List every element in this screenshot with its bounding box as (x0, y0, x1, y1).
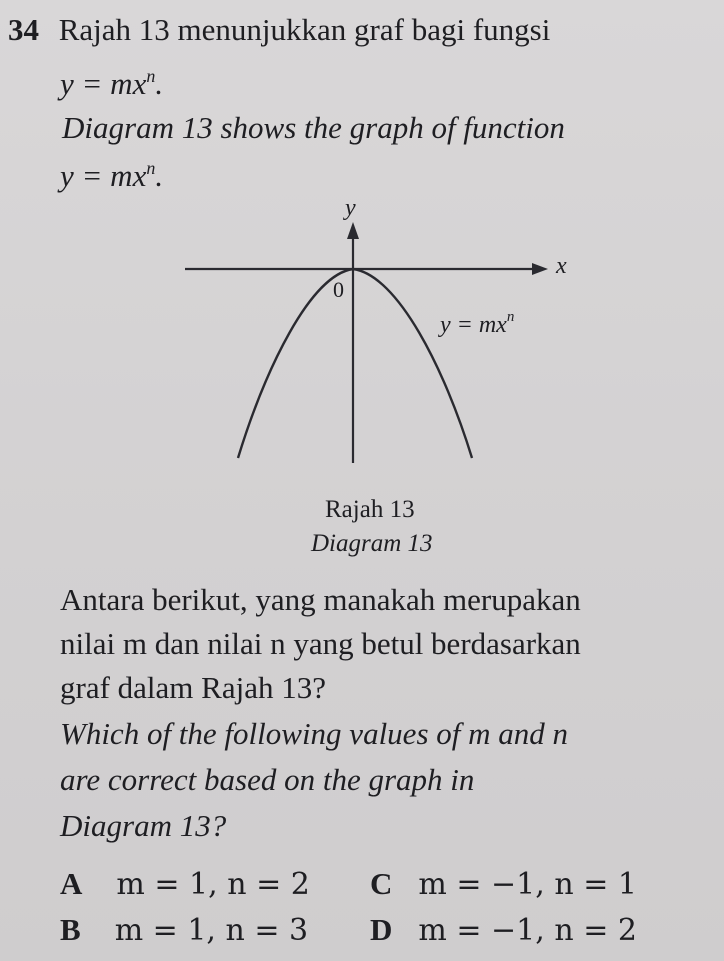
y-axis-arrow-icon (347, 222, 359, 239)
option-letter: C (370, 866, 393, 901)
option-a[interactable] (60, 866, 310, 902)
question-text-english: Diagram 13 shows the graph of function (62, 110, 565, 145)
x-axis-arrow-icon (532, 263, 548, 275)
curve-label: $y = mx^n$ (440, 309, 515, 338)
function-formula-malay: $y = mx^n$. (60, 66, 164, 101)
option-value: m = −1, n = 2 (418, 913, 637, 948)
prompt-malay-line-1: Antara berikut, yang manakah merupakan (60, 582, 581, 617)
x-axis-label: x (556, 253, 567, 279)
option-c[interactable] (370, 866, 637, 902)
prompt-malay-line-2: nilai m dan nilai n yang betul berdasarkan (60, 626, 581, 661)
option-value: m = −1, n = 1 (418, 867, 637, 902)
function-graph (0, 0, 724, 480)
caption-english: Diagram 13 (311, 530, 433, 557)
parabola-curve (238, 269, 472, 458)
option-d[interactable] (370, 912, 637, 948)
option-letter: D (370, 912, 393, 947)
option-value: m = 1, n = 3 (114, 913, 309, 948)
prompt-malay-line-3: graf dalam Rajah 13? (60, 670, 326, 705)
option-value: m = 1, n = 2 (116, 867, 310, 902)
prompt-english-line-3: Diagram 13? (60, 808, 227, 843)
question-number: 34 (8, 12, 39, 47)
caption-malay: Rajah 13 (325, 496, 415, 523)
question-text-malay: Rajah 13 menunjukkan graf bagi fungsi (58, 12, 551, 47)
function-formula-english: $y = mx^n$. (60, 158, 164, 193)
origin-label: 0 (333, 277, 344, 302)
y-axis-label: y (345, 195, 356, 221)
prompt-english-line-1: Which of the following values of m and n (60, 716, 569, 751)
option-b[interactable] (60, 912, 308, 948)
prompt-english-line-2: are correct based on the graph in (60, 762, 475, 797)
option-letter: A (60, 866, 83, 901)
option-letter: B (60, 912, 81, 947)
